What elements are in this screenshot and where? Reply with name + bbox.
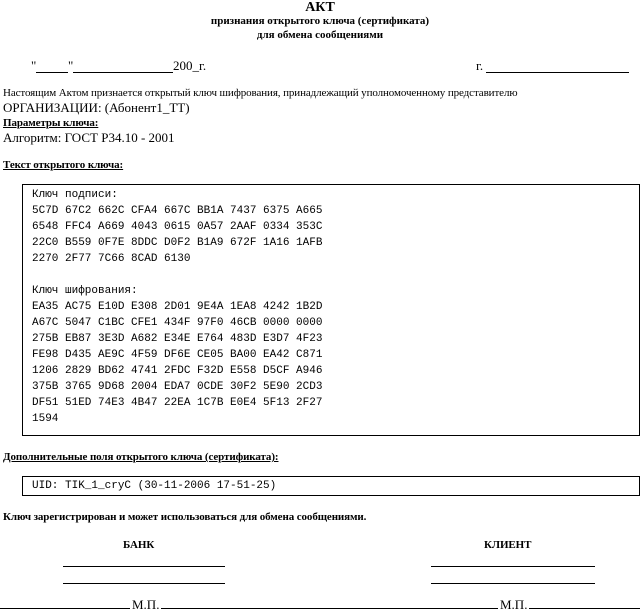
key-line: 275B EB87 3E3D A682 E34E E764 483D E3D7 4F23 [32,333,323,345]
client-signature-line-2 [431,583,595,584]
bottom-rule [0,608,640,609]
date-quote-open: " [31,58,37,73]
pubkey-heading: Текст открытого ключа: [3,159,124,171]
key-line: 1206 2829 BD62 4741 2FDC F32D E558 D5CF A946 [32,365,323,377]
pubkey-box [22,184,640,436]
key-line: EA35 AC75 E10D E308 2D01 9E4A 1EA8 4242 1B2D [32,301,323,313]
date-quote-close: " [68,58,74,73]
key-line: 6548 FFC4 A669 4043 0615 0A57 2AAF 0334 353C [32,221,323,233]
city-blank [486,72,629,73]
params-heading: Параметры ключа: [3,117,99,129]
date-day-blank [36,72,68,73]
key-line: DF51 51ED 74E3 4B47 22EA 1C7B E0E4 5F13 2F27 [32,397,323,409]
key-line: 5C7D 67C2 662C CFA4 667C BB1A 7437 6375 A665 [32,205,323,217]
doc-subtitle-2: для обмена сообщениями [256,29,384,41]
key-line: 2270 2F77 7C66 8CAD 6130 [32,253,191,265]
key-line: Ключ подписи: [32,189,118,201]
bank-label: БАНК [123,539,155,551]
key-line: 22C0 B559 0F7E 8DDC D0F2 B1A9 672F 1A16 1AFB [32,237,323,249]
bank-signature-line-1 [63,566,225,567]
stamp-left: М.П. [132,597,160,612]
uid-text: UID: TIK_1_cryC (30-11-2006 17-51-25) [32,480,277,492]
client-label: КЛИЕНТ [484,539,532,551]
bank-signature-line-2 [63,583,225,584]
intro-line-2: ОРГАНИЗАЦИИ: (Абонент1_ТТ) [3,100,190,115]
registered-text: Ключ зарегистрирован и может использоваться для обмена сообщениями. [3,511,367,523]
date-year: 200_г. [173,58,207,73]
uid-box [22,476,640,496]
doc-subtitle-1: признания открытого ключа (сертификата) [210,15,430,27]
additional-heading: Дополнительные поля открытого ключа (сертификата): [3,451,279,463]
doc-title: АКТ [305,0,335,15]
algorithm-text: Алгоритм: ГОСТ Р34.10 - 2001 [3,130,175,145]
intro-line-1: Настоящим Актом признается открытый ключ шифрования, принадлежащий уполномоченному представителю [3,87,518,99]
key-line: A67C 5047 C1BC CFE1 434F 97F0 46CB 0000 0000 [32,317,323,329]
key-line: 375B 3765 9D68 2004 EDA7 0CDE 30F2 5E90 2CD3 [32,381,323,393]
client-signature-line-1 [431,566,595,567]
date-month-blank [73,72,173,73]
key-line: Ключ шифрования: [32,285,138,297]
key-line: FE98 D435 AE9C 4F59 DF6E CE05 BA00 EA42 C871 [32,349,323,361]
city-label: г. [476,58,484,73]
key-line: 1594 [32,413,59,425]
stamp-right: М.П. [500,597,528,612]
